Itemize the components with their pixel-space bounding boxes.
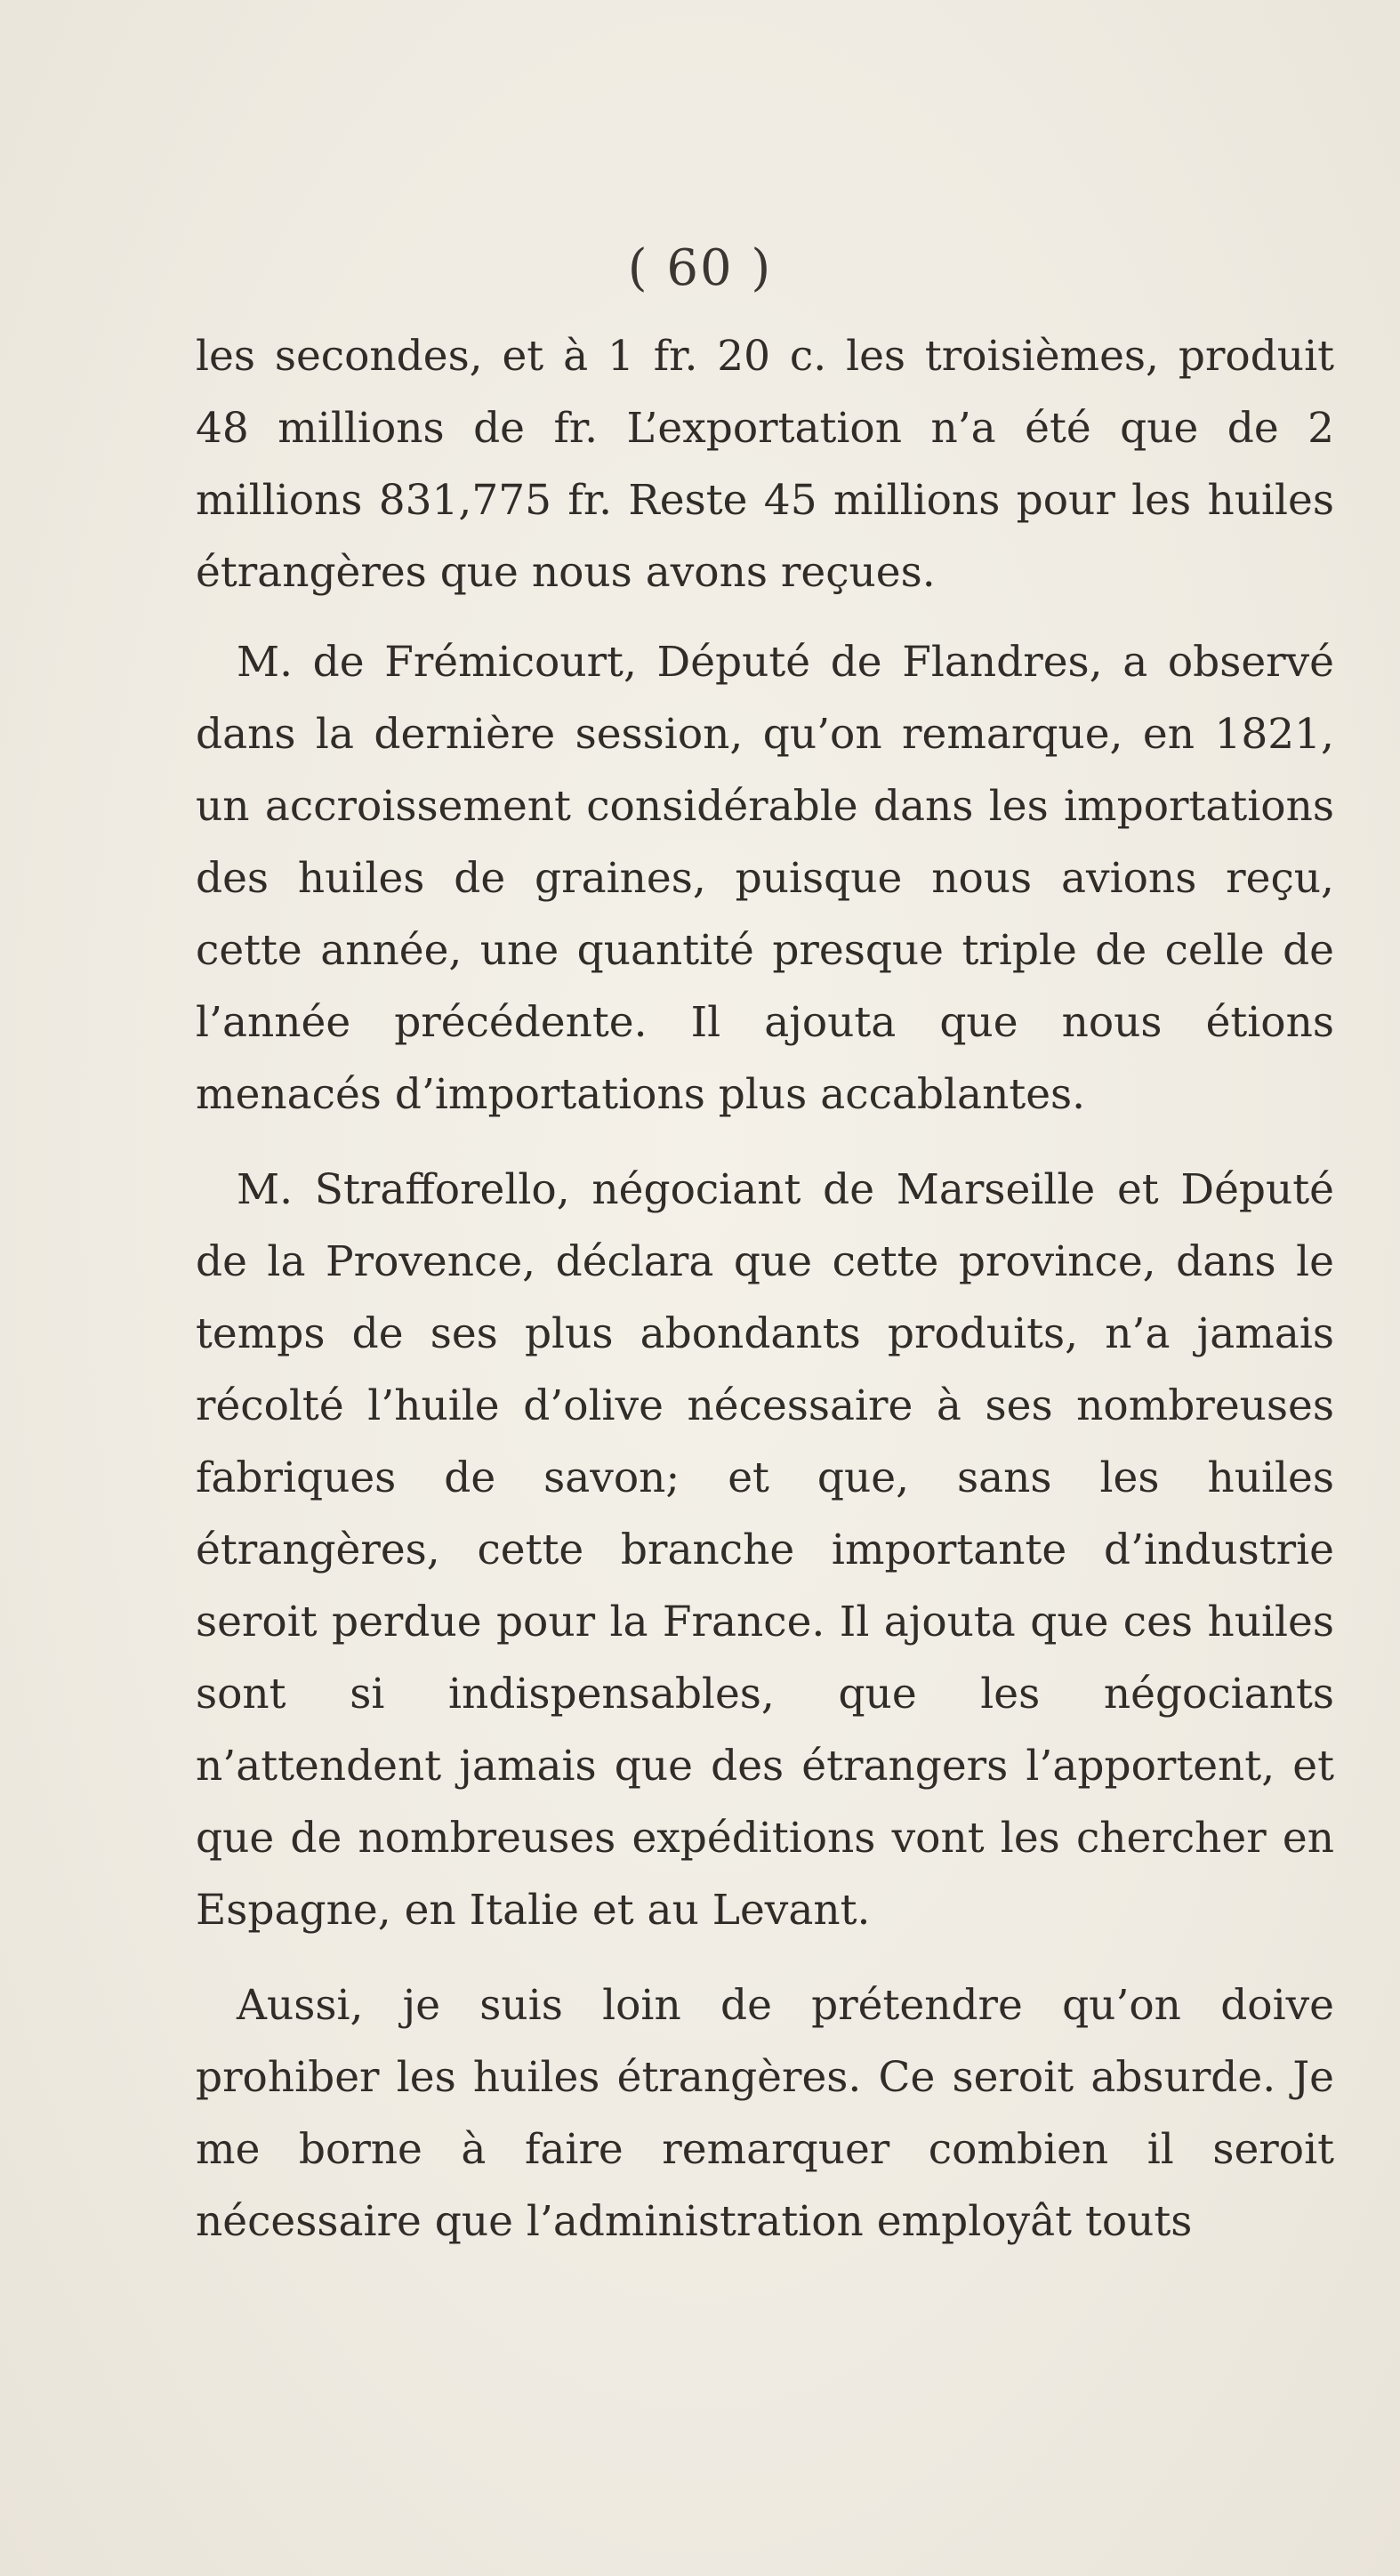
paragraph-strafforello: M. Strafforello, négociant de Marseille et Député de la Provence, déclara que cette province, dans le temps de ses plus abondants produits, n’a jamais récolté l’huile d’olive nécessaire à ses nombreuses fabriques de savon; et que, sans les huiles étrangères, cette branche importante d’industrie seroit perdue pour la France. Il ajouta que ces huiles sont si indispensables, que les négociants n’attendent jamais que des étrangers l’apportent, et que de nombreuses expéditions vont les chercher en Espagne, en Italie et au Levant.	[196, 1165, 1334, 1935]
body-text	[196, 320, 1334, 2258]
paragraph-fremicourt: M. de Frémicourt, Député de Flandres, a observé dans la dernière session, qu’on remarque, en 1821, un accroissement considérable dans les importations des huiles de graines, puisque nous avions reçu, cette année, une quantité presque triple de celle de l’année précédente. Il ajouta que nous étions menacés d’importations plus accablantes.	[196, 638, 1334, 1119]
paragraph-conclusion: Aussi, je suis loin de prétendre qu’on doive prohiber les huiles étrangères. Ce seroit absurde. Je me borne à faire remarquer combien il seroit nécessaire que l’administration employât touts	[196, 1981, 1334, 2246]
page-number: ( 60 )	[627, 239, 773, 297]
paragraph-continuation: les secondes, et à 1 fr. 20 c. les troisièmes, produit 48 millions de fr. L’exportation n’a été que de 2 millions 831,775 fr. Reste 45 millions pour les huiles étrangères que nous avons reçues.	[196, 332, 1334, 597]
